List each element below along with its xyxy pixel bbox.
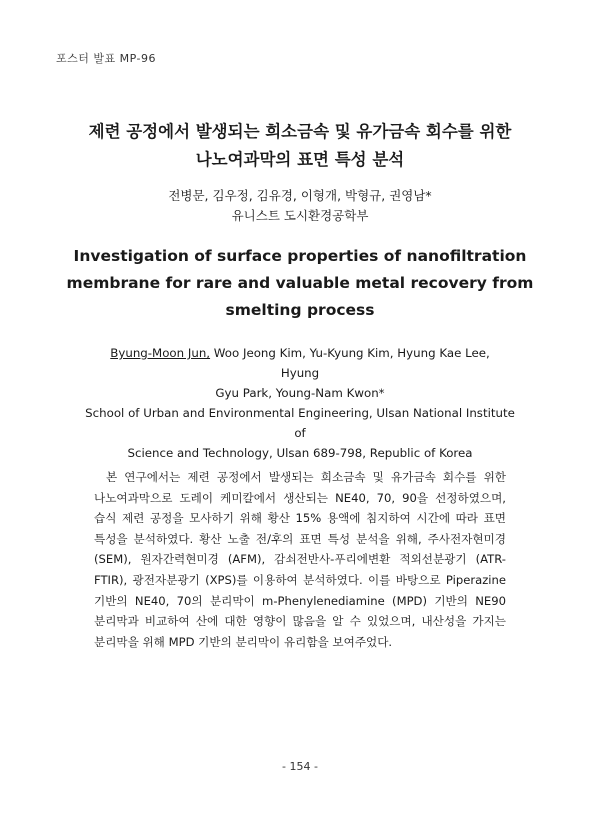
english-authors-block [90, 343, 510, 403]
korean-title [40, 118, 560, 174]
korean-affiliation: 유니스트 도시환경공학부 [231, 208, 369, 223]
english-title-line-2: membrane for rare and valuable metal recovery from [66, 274, 534, 292]
english-title-line-3: smelting process [225, 301, 375, 319]
english-affiliation-line-1: School of Urban and Environmental Engineering, Ulsan National Institute of [85, 406, 515, 440]
english-title [40, 243, 560, 324]
session-header: 포스터 발표 MP-96 [56, 52, 156, 65]
english-authors-line-2: Gyu Park, Young-Nam Kwon* [215, 386, 385, 400]
english-title-line-1: Investigation of surface properties of nanofiltration [73, 247, 527, 265]
english-authors-line-1 [90, 343, 510, 383]
korean-authors-block [40, 186, 560, 226]
abstract-paragraph: 본 연구에서는 제련 공정에서 발생되는 희소금속 및 유가금속 회수를 위한 나노여과막으로 도레이 케미칼에서 생산되는 NE40, 70, 90을 선정하였으며, 습식 제련 공정을 모사하기 위해 황산 15% 용액에 침지하여 시간에 따라 표면 특성을 분석하였다. 황산 노출 전/후의 표면 특성 분석을 위해, 주사전자현미경(SEM), 원자간력현미경 (AFM), 감쇠전반사-푸리에변환 적외선분광기 (ATR-FTIR), 광전자분광기 (XPS)를 이용하여 분석하였다. 이를 바탕으로 Piperazine 기반의 NE40, 70의 분리막이 m-Phenylenediamine (MPD) 기반의 NE90 분리막과 비교하여 산에 대한 영향이 많음을 알 수 있었으며, 내산성을 가지는 분리막을 위해 MPD 기반의 분리막이 유리함을 보여주었다. [94, 470, 506, 649]
page-number: - 154 - [282, 760, 318, 773]
korean-author-names: 전병문, 김우정, 김유경, 이형개, 박형규, 권영남* [168, 188, 432, 203]
korean-title-line-1: 제련 공정에서 발생되는 희소금속 및 유가금속 회수를 위한 [88, 122, 512, 141]
english-affiliation [84, 403, 516, 463]
first-author: Byung-Moon Jun, [110, 346, 211, 360]
english-affiliation-line-2: Science and Technology, Ulsan 689-798, Republic of Korea [127, 446, 473, 460]
korean-title-line-2: 나노여과막의 표면 특성 분석 [195, 150, 405, 169]
co-authors: Woo Jeong Kim, Yu-Kyung Kim, Hyung Kae Lee, Hyung [210, 346, 490, 380]
